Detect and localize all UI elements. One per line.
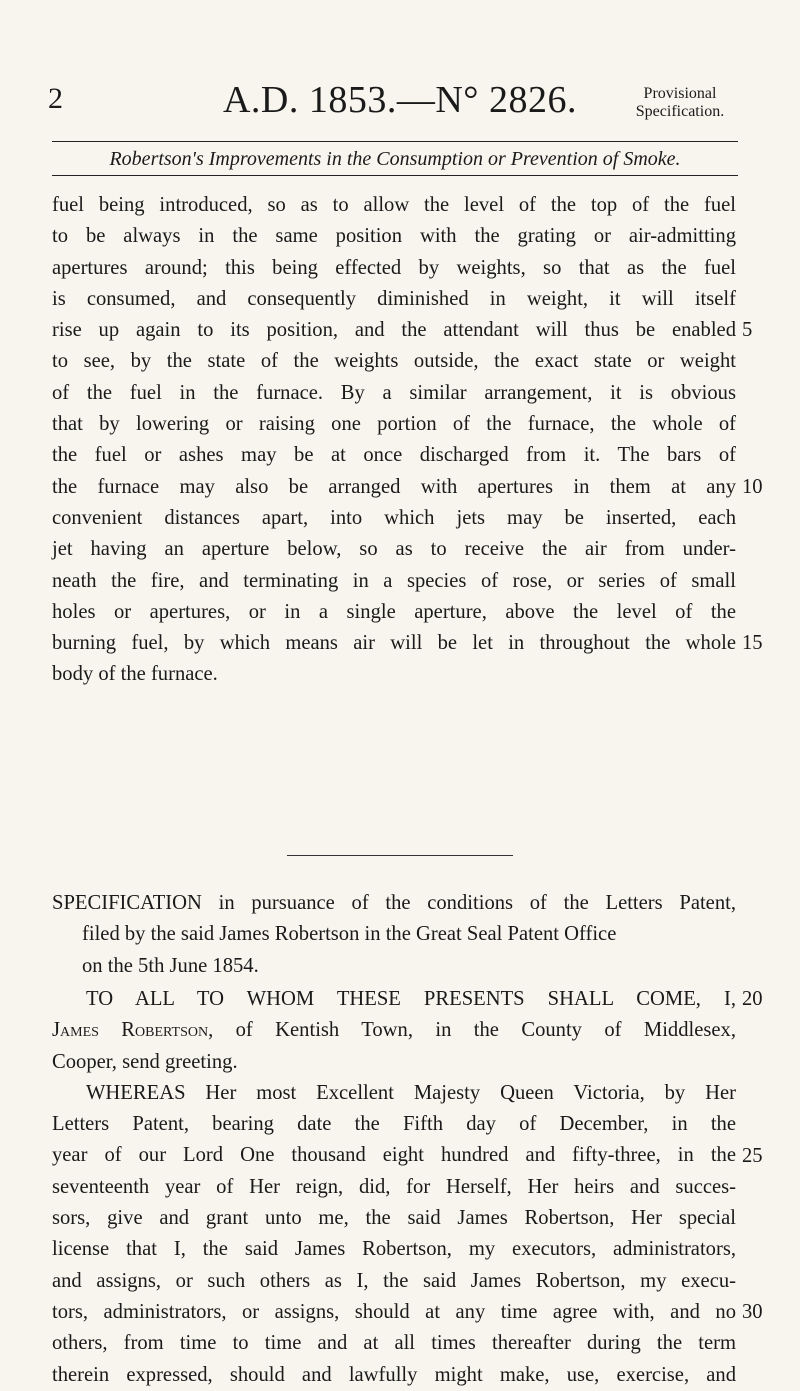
text-line: year of our Lord One thousand eight hundred and fifty-three, in the bbox=[52, 1144, 736, 1167]
text-line: of the fuel in the furnace. By a similar arrangement, it is obvious bbox=[52, 381, 736, 404]
margin-line-number: 10 bbox=[742, 475, 763, 498]
text-line: filed by the said James Robertson in the Great Seal Patent Office bbox=[82, 923, 617, 946]
text-line: that by lowering or raising one portion of the furnace, the whole of bbox=[52, 413, 736, 436]
running-title-rule bbox=[52, 175, 738, 176]
text-line: to be always in the same position with the grating or air-admitting bbox=[52, 225, 736, 248]
text-line: Letters Patent, bearing date the Fifth day of December, in the bbox=[52, 1113, 736, 1136]
text-line: Cooper, send greeting. bbox=[52, 1050, 238, 1073]
specification-heading bbox=[52, 888, 736, 982]
text-line: burning fuel, by which means air will be let in throughout the whole bbox=[52, 632, 736, 655]
side-label-line: Provisional bbox=[643, 85, 717, 102]
paragraph-fuel-description bbox=[52, 190, 736, 691]
text-line: rise up again to its position, and the attendant will thus be enabled bbox=[52, 319, 736, 342]
grantee-name: James Robertson bbox=[52, 1019, 209, 1042]
page-number: 2 bbox=[48, 82, 63, 115]
header-rule bbox=[52, 141, 738, 142]
text-line: is consumed, and consequently diminished in weight, it will itself bbox=[52, 287, 736, 310]
margin-line-number: 20 bbox=[742, 988, 763, 1010]
text-line: the furnace may also be arranged with apertures in them at any bbox=[52, 475, 736, 498]
patent-header-title: A.D. 1853.—N° 2826. bbox=[222, 79, 578, 121]
text-line: James Robertson, of Kentish Town, in the County of Middlesex, bbox=[52, 1019, 736, 1042]
text-line: apertures around; this being effected by weights, so that as the fuel bbox=[52, 256, 736, 279]
margin-line-number: 5 bbox=[742, 319, 753, 341]
text-line: seventeenth year of Her reign, did, for Herself, Her heirs and succes- bbox=[52, 1175, 736, 1198]
section-divider bbox=[287, 855, 513, 856]
text-line: fuel being introduced, so as to allow the level of the top of the fuel bbox=[52, 194, 736, 216]
text-line: and assigns, or such others as I, the said James Robertson, my execu- bbox=[52, 1269, 736, 1292]
paragraph-address bbox=[52, 984, 736, 1391]
margin-line-number: 15 bbox=[742, 632, 763, 654]
text-line: tors, administrators, or assigns, should at any time agree with, and no bbox=[52, 1300, 736, 1323]
text-line: convenient distances apart, into which jets may be inserted, each bbox=[52, 506, 736, 529]
text-line: license that I, the said James Robertson, my executors, administrators, bbox=[52, 1238, 736, 1261]
text-line: to see, by the state of the weights outside, the exact state or weight bbox=[52, 350, 736, 373]
text-line: body of the furnace. bbox=[52, 663, 218, 686]
text-line: the fuel or ashes may be at once discharged from it. The bars of bbox=[52, 444, 736, 467]
text-line: therein expressed, should and lawfully might make, use, exercise, and bbox=[52, 1363, 736, 1386]
text-line: neath the fire, and terminating in a species of rose, or series of small bbox=[52, 569, 736, 592]
text-line: holes or apertures, or in a single aperture, above the level of the bbox=[52, 600, 736, 623]
margin-line-number: 25 bbox=[742, 1144, 763, 1167]
text-line: SPECIFICATION in pursuance of the conditions of the Letters Patent, bbox=[52, 892, 736, 914]
running-title: Robertson's Improvements in the Consumption or Prevention of Smoke. bbox=[109, 148, 681, 170]
side-label-line: Specification. bbox=[635, 103, 725, 120]
margin-line-number: 30 bbox=[742, 1301, 763, 1323]
text-line: sors, give and grant unto me, the said James Robertson, Her special bbox=[52, 1207, 736, 1230]
text-line: TO ALL TO WHOM THESE PRESENTS SHALL COME, I, bbox=[86, 988, 736, 1010]
text-line: on the 5th June 1854. bbox=[82, 954, 259, 977]
text-line: jet having an aperture below, so as to receive the air from under- bbox=[52, 538, 736, 561]
text-line: others, from time to time and at all times thereafter during the term bbox=[52, 1332, 736, 1355]
provisional-specification-label bbox=[620, 85, 740, 121]
text-line: WHEREAS Her most Excellent Majesty Queen Victoria, by Her bbox=[86, 1081, 736, 1104]
